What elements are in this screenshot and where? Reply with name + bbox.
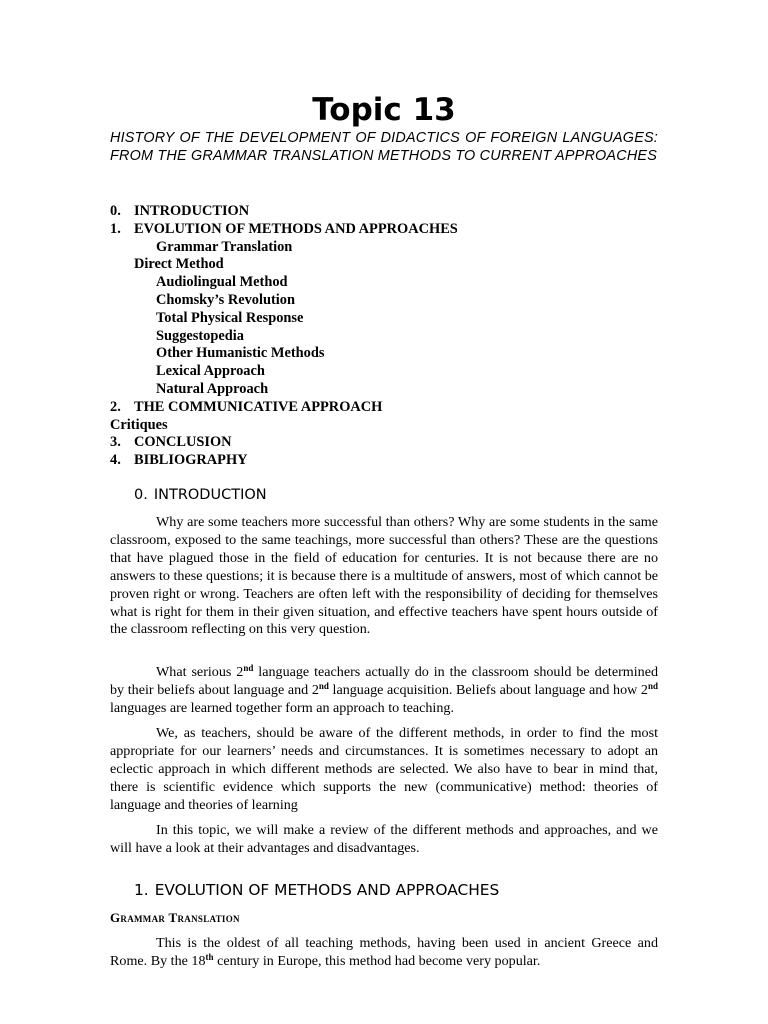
table-of-contents <box>110 203 458 470</box>
topic-subtitle: HISTORY OF THE DEVELOPMENT OF DIDACTICS OF FOREIGN LANGUAGES: FROM THE GRAMMAR TRANSLATION METHODS TO CURRENT APPROACHES <box>110 130 658 164</box>
toc-item: Other Humanistic Methods <box>156 345 325 362</box>
intro-paragraph-4: In this topic, we will make a review of the different methods and approaches, and we will have a look at their advantages and disadvantages. <box>110 822 658 856</box>
toc-item: Direct Method <box>134 256 224 273</box>
toc-item: 1. EVOLUTION OF METHODS AND APPROACHES <box>110 220 458 237</box>
intro-paragraph-2: What serious 2nd language teachers actually do in the classroom should be determined by their beliefs about language and 2nd language acquisition. Beliefs about language and how 2nd languages are learned together form an approach to teaching. <box>110 663 658 716</box>
toc-item: Chomsky’s Revolution <box>156 291 295 308</box>
toc-item: 2. THE COMMUNICATIVE APPROACH <box>110 398 383 415</box>
toc-item: Natural Approach <box>156 380 269 397</box>
intro-paragraph-3: We, as teachers, should be aware of the different methods, in order to find the most appropriate for our learners’ needs and circumstances. It is sometimes necessary to adopt an eclectic approach in which different methods are selected. We also have to bear in mind that, there is scientific evidence which supports the new (communicative) method: theories of language and theories of learning <box>110 725 658 813</box>
toc-item: Grammar Translation <box>156 238 293 255</box>
subheading-grammar-translation: Grammar Translation <box>110 910 240 925</box>
grammar-translation-paragraph: This is the oldest of all teaching methods, having been used in ancient Greece and Rome. By the 18th century in Europe, this method had become very popular. <box>110 935 658 969</box>
toc-item: Audiolingual Method <box>156 274 288 291</box>
section-heading-introduction: 0. INTRODUCTION <box>134 487 267 503</box>
toc-item: 4. BIBLIOGRAPHY <box>110 452 248 469</box>
toc-item: Lexical Approach <box>156 363 265 380</box>
toc-item: 0. INTRODUCTION <box>110 203 250 219</box>
intro-paragraph-1: Why are some teachers more successful than others? Why are some students in the same classroom, exposed to the same teachings, more successful than others? These are the questions that have plagued those in the field of education for centuries. It is not because there are no answers to these questions; it is because there is a multitude of answers, most of which cannot be proven right or wrong. Teachers are often left with the responsibility of deciding for themselves what is right for them in their given situation, and effective teachers have spent hours outside of the classroom reflecting on this very question. <box>110 514 658 638</box>
toc-item: 3. CONCLUSION <box>110 434 232 451</box>
section-heading-evolution: 1. EVOLUTION OF METHODS AND APPROACHES <box>134 881 500 899</box>
toc-item: Critiques <box>110 416 168 433</box>
page-title: Topic 13 <box>312 92 456 128</box>
toc-item: Total Physical Response <box>156 309 304 326</box>
toc-item: Suggestopedia <box>156 327 244 344</box>
